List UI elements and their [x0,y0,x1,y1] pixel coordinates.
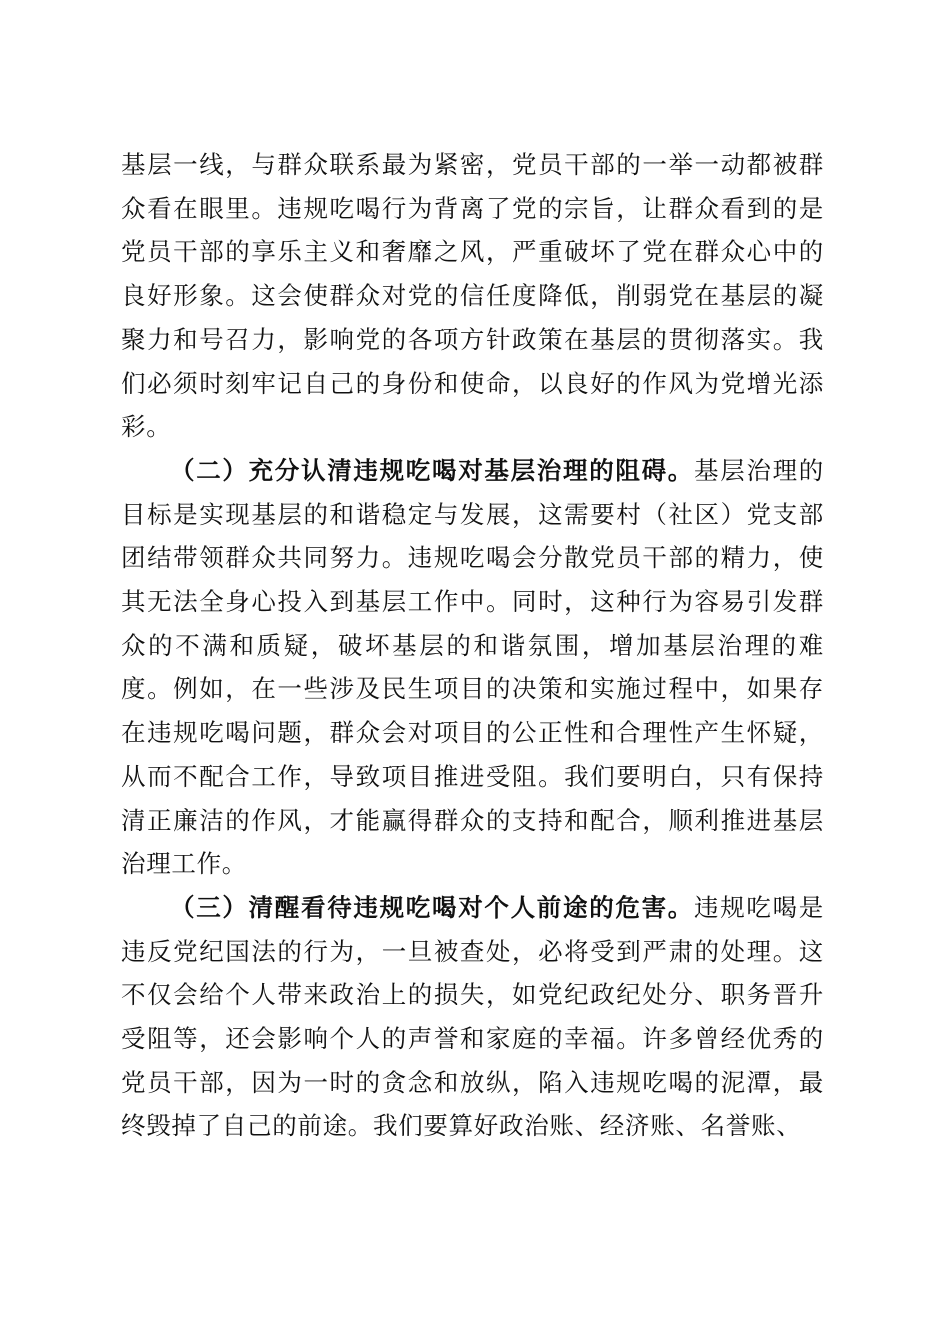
paragraph-section-2 [121,449,824,886]
section-heading: （三）清醒看待违规吃喝对个人前途的危害。 [170,892,694,922]
document-page [121,143,824,1148]
paragraph-section-3 [121,886,824,1148]
paragraph-continuation [121,143,824,449]
paragraph-text: 基层一线，与群众联系最为紧密，党员干部的一举一动都被群众看在眼里。违规吃喝行为背离了党的宗旨，让群众看到的是党员干部的享乐主义和奢靡之风，严重破坏了党在群众心中的良好形象。这会使群众对党的信任度降低，削弱党在基层的凝聚力和号召力，影响党的各项方针政策在基层的贯彻落实。我们必须时刻牢记自己的身份和使命，以良好的作风为党增光添彩。 [121,150,824,442]
paragraph-text: 基层治理的目标是实现基层的和谐稳定与发展，这需要村（社区）党支部团结带领群众共同努力。违规吃喝会分散党员干部的精力，使其无法全身心投入到基层工作中。同时，这种行为容易引发群众的不满和质疑，破坏基层的和谐氛围，增加基层治理的难度。例如，在一些涉及民生项目的决策和实施过程中，如果存在违规吃喝问题，群众会对项目的公正性和合理性产生怀疑，从而不配合工作，导致项目推进受阻。我们要明白，只有保持清正廉洁的作风，才能赢得群众的支持和配合，顺利推进基层治理工作。 [121,455,824,879]
section-heading: （二）充分认清违规吃喝对基层治理的阻碍。 [170,455,694,485]
paragraph-text: 违规吃喝是违反党纪国法的行为，一旦被查处，必将受到严肃的处理。这不仅会给个人带来政治上的损失，如党纪政纪处分、职务晋升受阻等，还会影响个人的声誉和家庭的幸福。许多曾经优秀的党员干部，因为一时的贪念和放纵，陷入违规吃喝的泥潭，最终毁掉了自己的前途。我们要算好政治账、经济账、名誉账、 [121,892,824,1141]
